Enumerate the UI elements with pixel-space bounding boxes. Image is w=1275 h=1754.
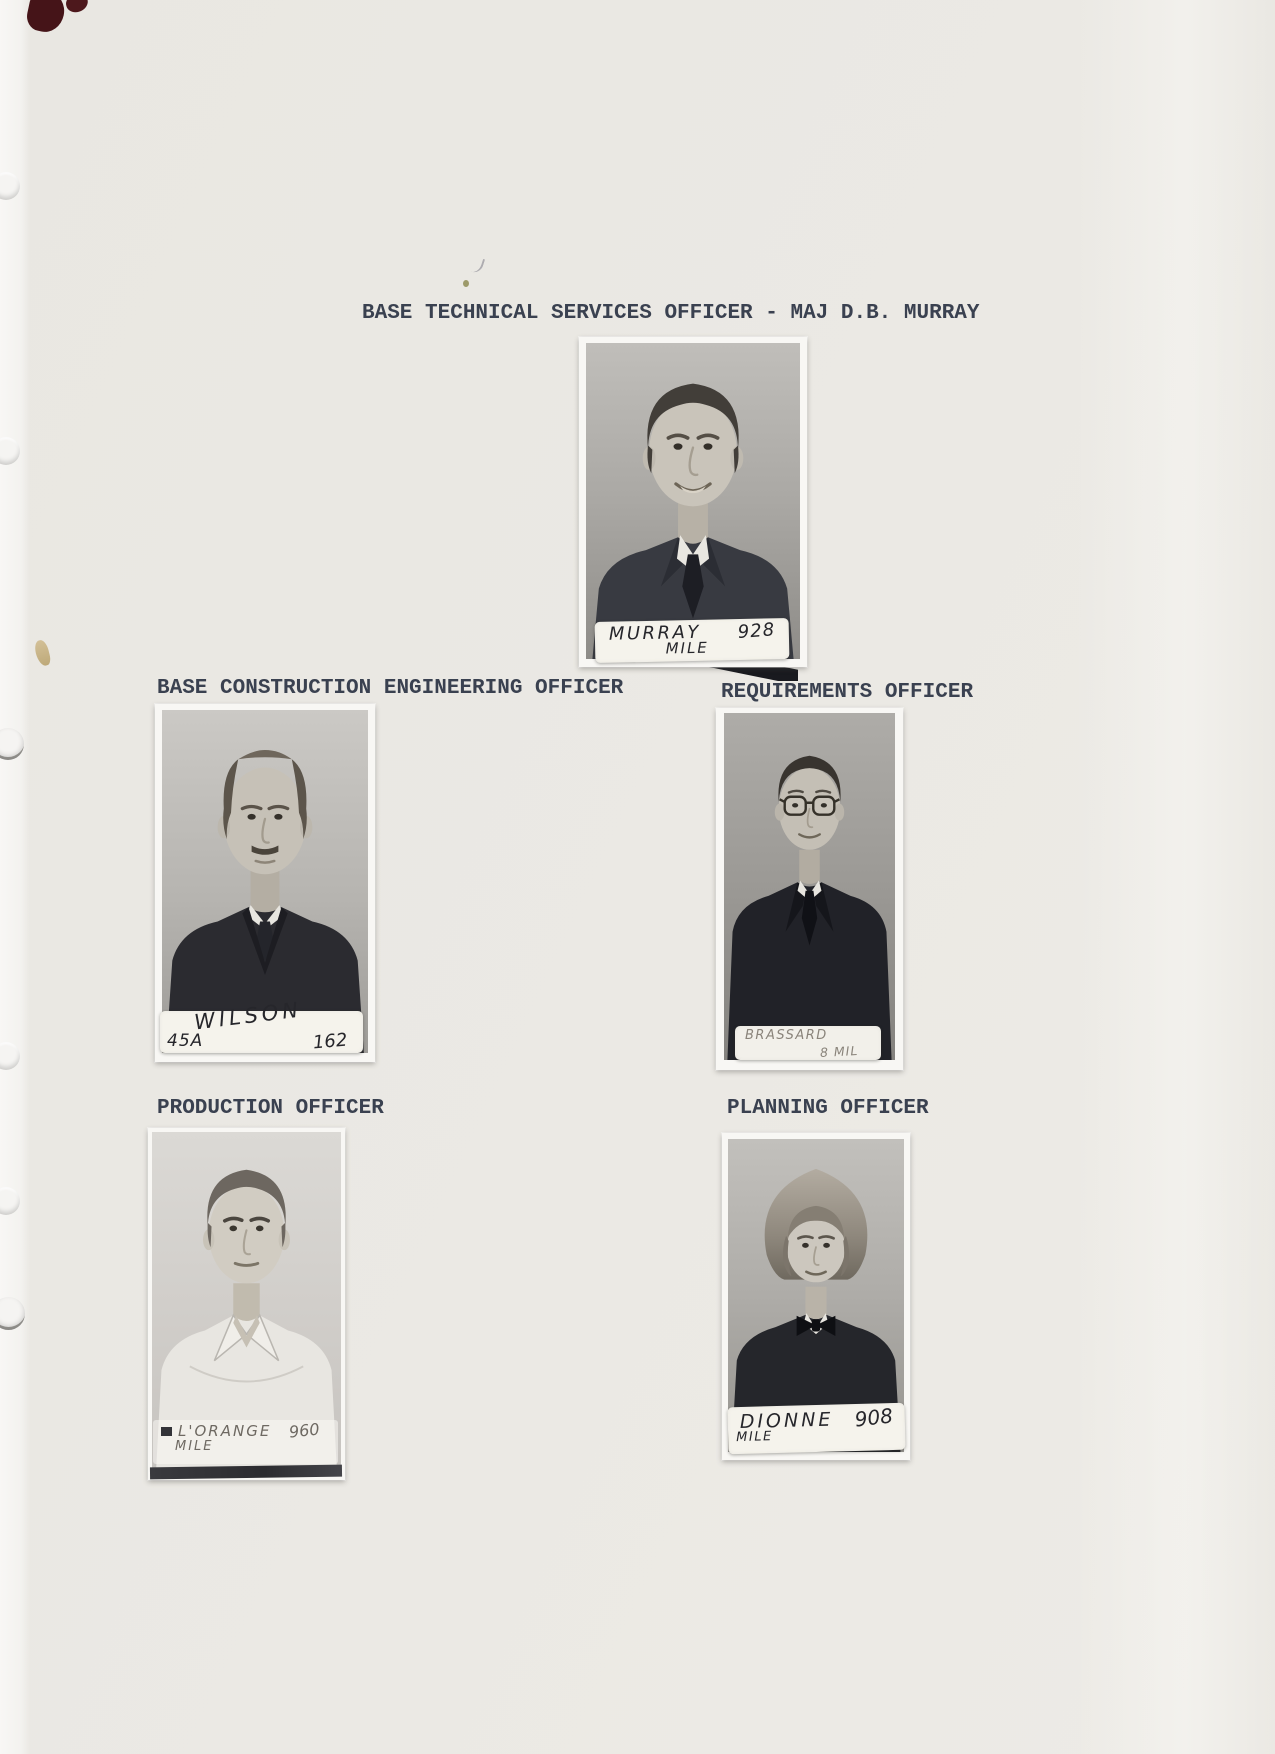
photo-wilson: [155, 704, 375, 1062]
lorange-label-number: 960: [288, 1419, 321, 1442]
dionne-label-line2: MILE: [736, 1429, 773, 1445]
photo-bottom-dark-strip: [150, 1465, 342, 1480]
heading-production-officer: PRODUCTION OFFICER: [157, 1097, 384, 1120]
dionne-label-number: 908: [853, 1403, 894, 1432]
photo-murray: [579, 337, 807, 667]
brassard-label-name: BRASSARD: [745, 1028, 828, 1043]
murray-label-line2: MILE: [665, 638, 709, 658]
photo-lorange: [148, 1128, 345, 1480]
ink-dot-mark: [463, 280, 469, 287]
name-sticker-murray: [595, 618, 790, 663]
dionne-label-name: DIONNE: [739, 1408, 834, 1434]
scanner-edge-strip: [0, 0, 30, 1754]
heading-requirements-officer: REQUIREMENTS OFFICER: [721, 681, 974, 704]
red-tape-mark: [64, 0, 90, 15]
wilson-label-name: WILSON: [192, 997, 304, 1035]
photo-brassard: [716, 708, 903, 1070]
brassard-portrait-image: [724, 713, 895, 1060]
name-sticker-brassard: [735, 1026, 881, 1060]
murray-portrait-image: [586, 343, 800, 659]
lorange-label-name: L'ORANGE: [161, 1423, 271, 1440]
red-tape-mark: [24, 0, 68, 35]
brassard-label-line2: 8 MIL: [819, 1043, 859, 1061]
scan-light-band: [1075, 0, 1275, 1754]
wilson-label-line2: 45A: [167, 1031, 204, 1052]
wilson-label-number: 162: [311, 1029, 348, 1054]
lorange-label-line2: MILE: [175, 1438, 214, 1454]
dark-square-mark: [161, 1427, 172, 1436]
heading-planning-officer: PLANNING OFFICER: [727, 1097, 929, 1120]
murray-label-number: 928: [736, 619, 776, 643]
photo-dionne: [722, 1133, 910, 1460]
heading-base-construction-engineering-officer: BASE CONSTRUCTION ENGINEERING OFFICER: [157, 677, 624, 700]
name-sticker-dionne: [727, 1403, 905, 1455]
name-label-lorange: [153, 1420, 338, 1464]
heading-base-technical-services-officer: BASE TECHNICAL SERVICES OFFICER - MAJ D.B. MURRAY: [362, 302, 980, 325]
name-sticker-wilson: [160, 997, 363, 1054]
tan-smudge-mark: [33, 639, 52, 667]
pen-squiggle-mark: [467, 255, 485, 275]
murray-label-name: MURRAY: [608, 621, 702, 645]
